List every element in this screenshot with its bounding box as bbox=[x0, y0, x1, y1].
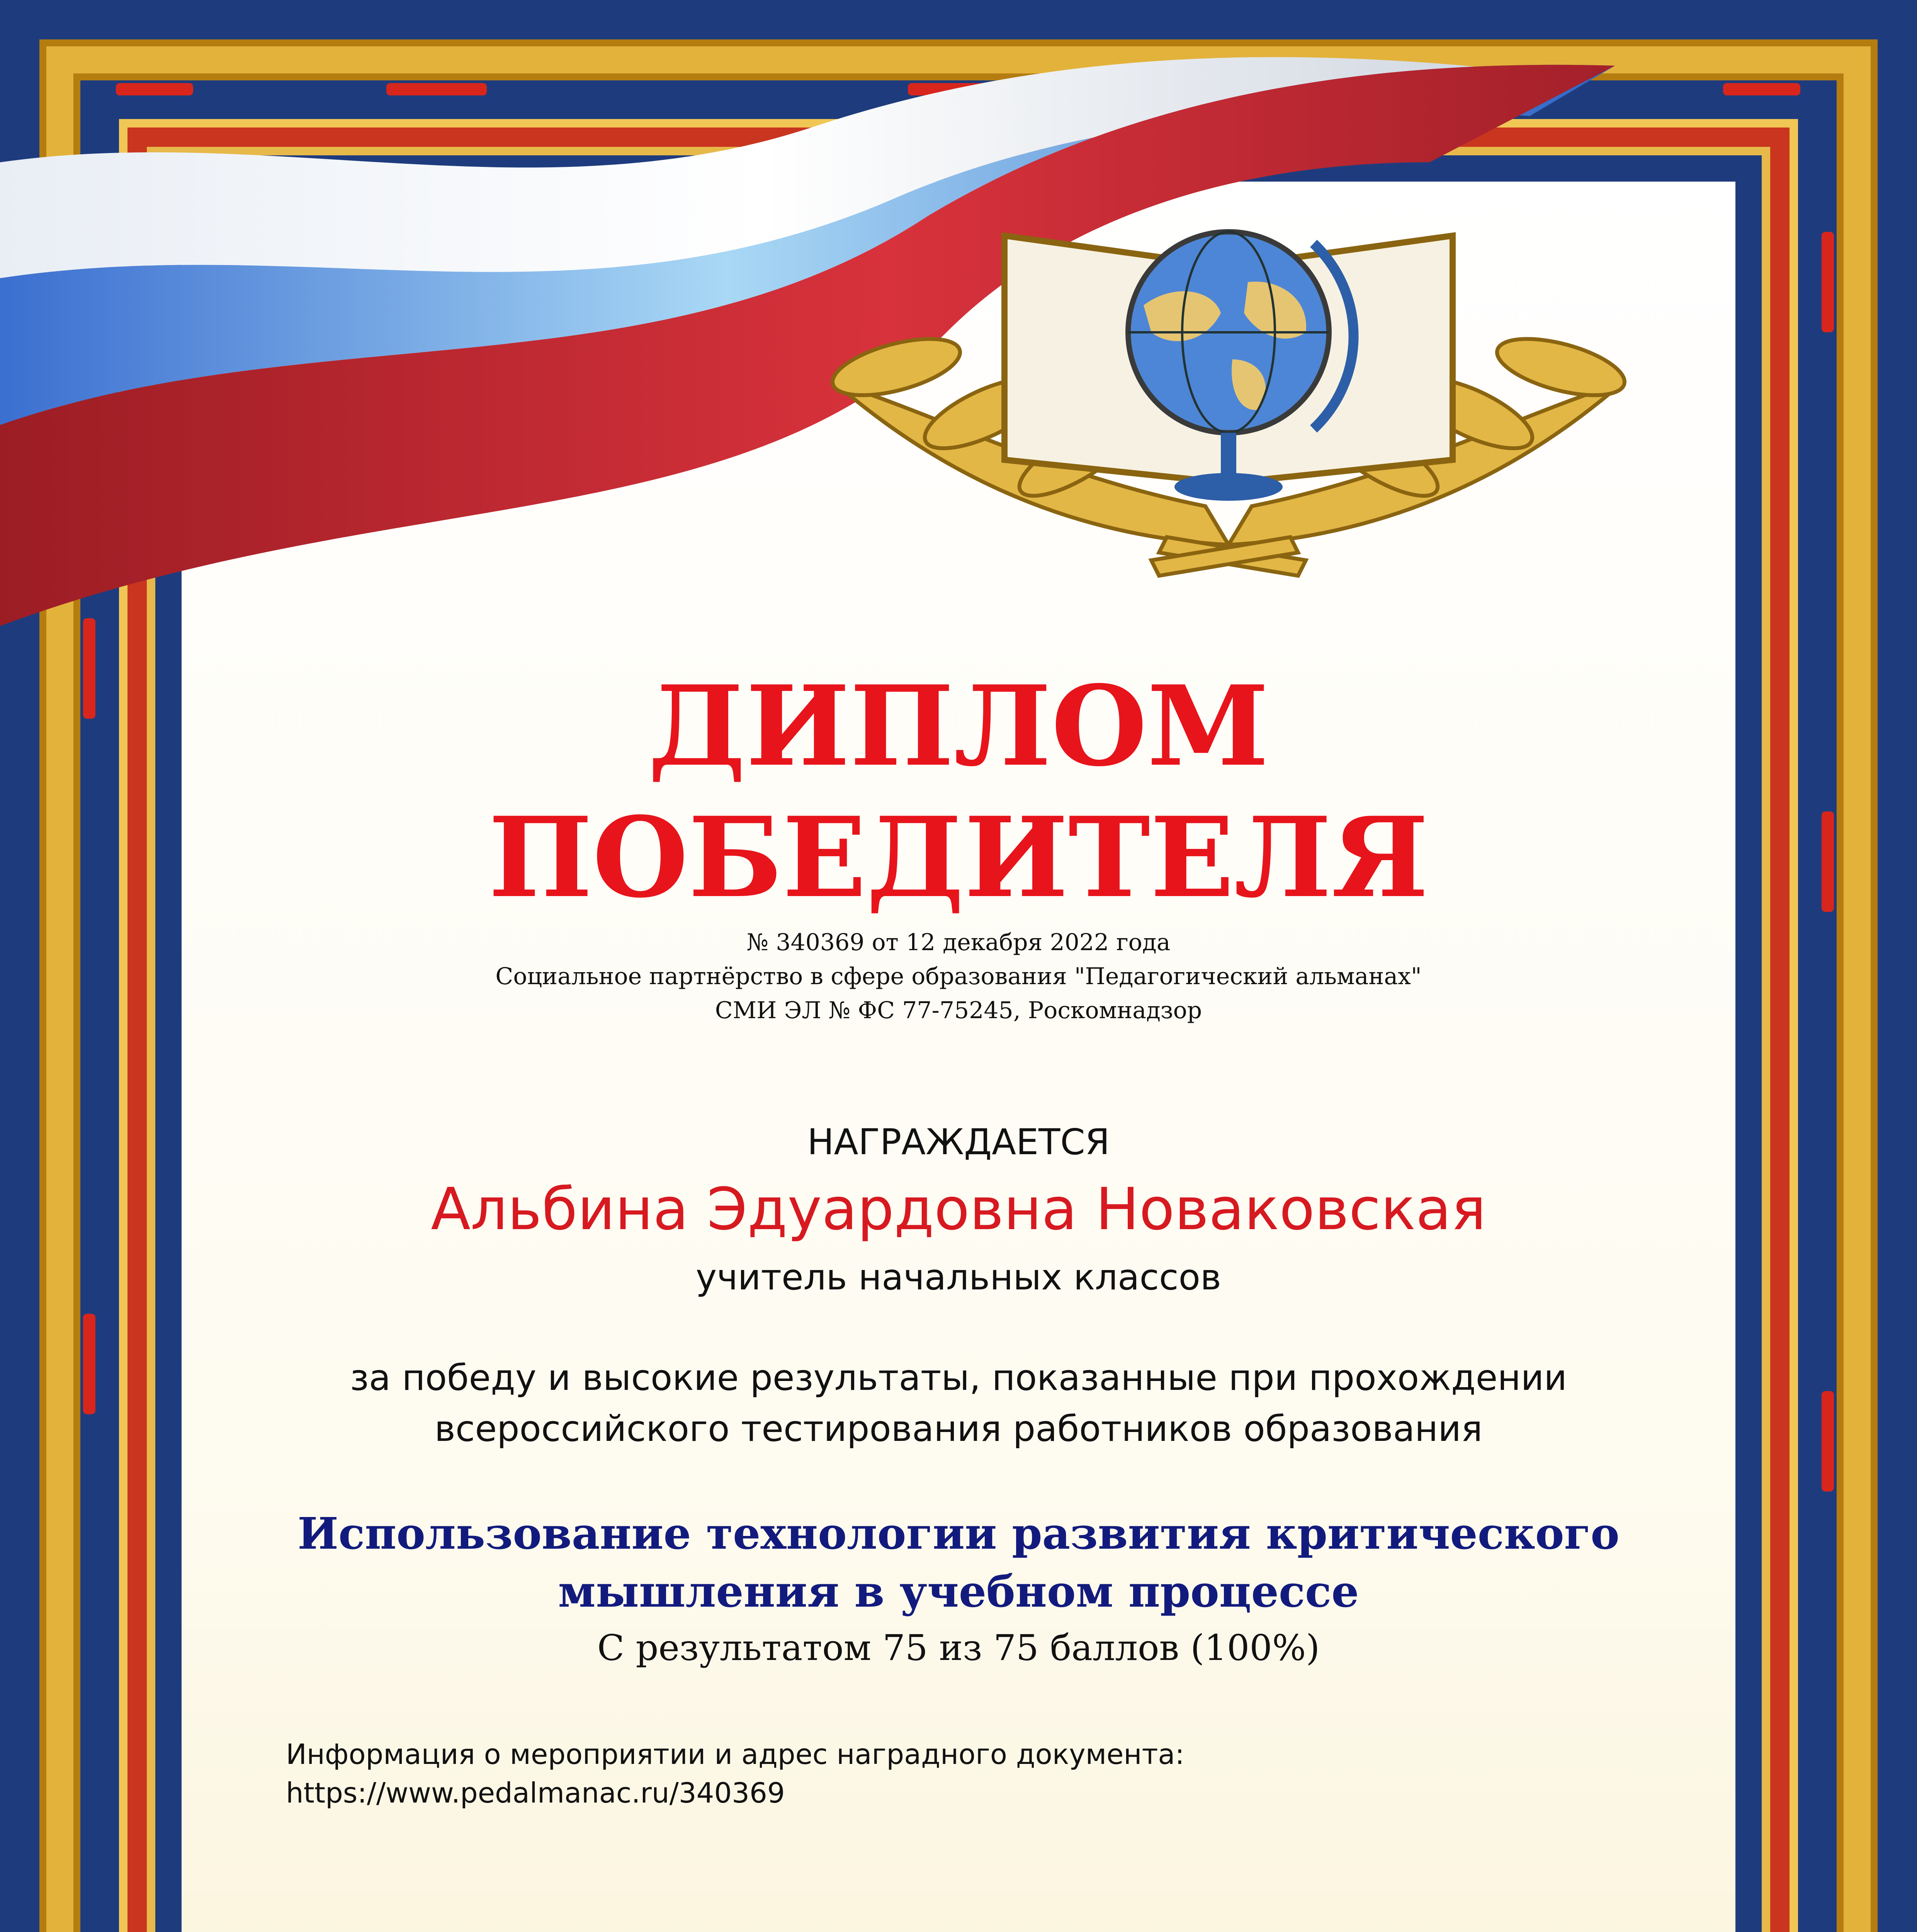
reason-line-1: за победу и высокие результаты, показанные при прохождении bbox=[350, 1357, 1567, 1398]
recipient-position: учитель начальных классов bbox=[695, 1257, 1222, 1298]
recipient-name: Альбина Эдуардовна Новаковская bbox=[431, 1176, 1486, 1243]
title-line-1: ДИПЛОМ bbox=[648, 662, 1269, 791]
reason-line-2: всероссийского тестирования работников образования bbox=[434, 1408, 1483, 1449]
registration-line: СМИ ЭЛ № ФС 77-75245, Роскомнадзор bbox=[715, 997, 1202, 1024]
info-url[interactable]: https://www.pedalmanac.ru/340369 bbox=[286, 1777, 785, 1809]
document-number: № 340369 от 12 декабря 2022 года bbox=[746, 929, 1171, 956]
topic-line-1: Использование технологии развития критического bbox=[297, 1509, 1620, 1559]
awarded-label: НАГРАЖДАЕТСЯ bbox=[807, 1121, 1110, 1163]
info-label: Информация о мероприятии и адрес наградного документа: bbox=[286, 1738, 1185, 1770]
globe-emblem-icon bbox=[734, 166, 1723, 591]
title-line-2: ПОБЕДИТЕЛЯ bbox=[488, 793, 1429, 922]
organization-line: Социальное партнёрство в сфере образования "Педагогический альманах" bbox=[495, 963, 1422, 990]
result-line: С результатом 75 из 75 баллов (100%) bbox=[597, 1627, 1320, 1668]
topic-line-2: мышления в учебном процессе bbox=[558, 1566, 1359, 1617]
